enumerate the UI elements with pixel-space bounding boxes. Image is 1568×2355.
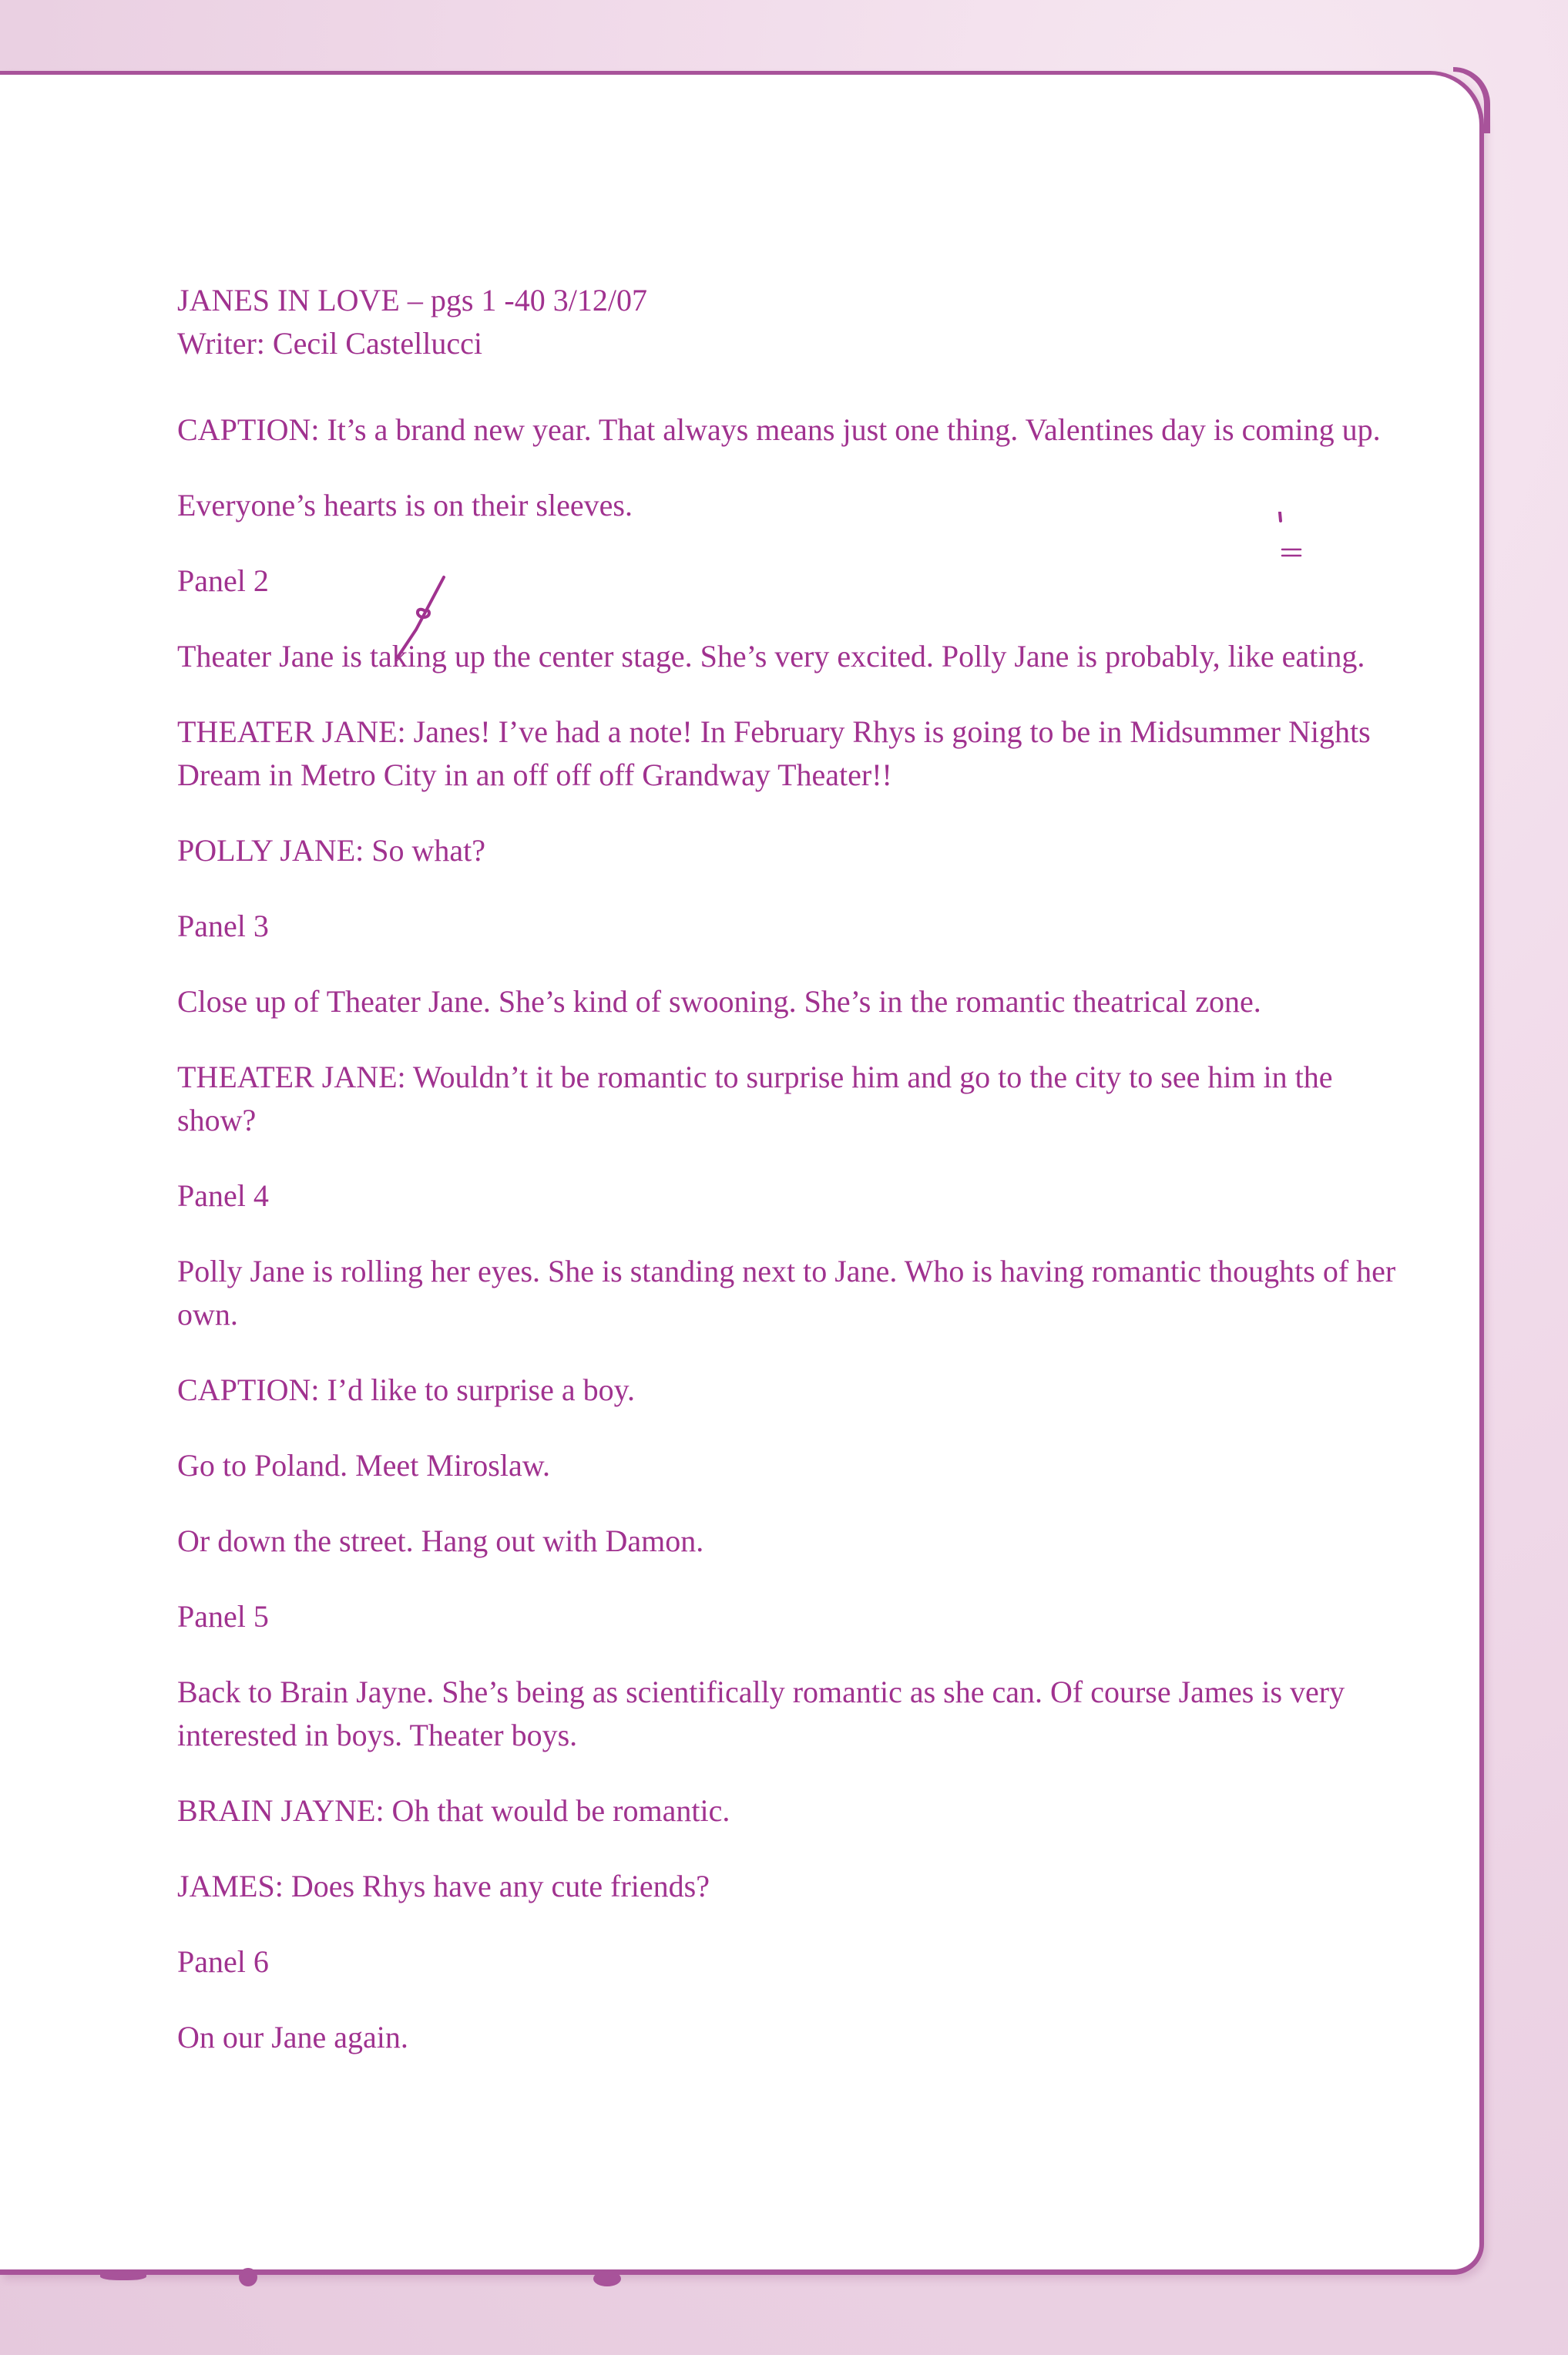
caption-line: Or down the street. Hang out with Damon. [177,1524,704,1558]
panel-description: On our Jane again. [177,2020,408,2054]
panel-description: Back to Brain Jayne. She’s being as scientifically romantic as she can. Of course James is very interested in boys. Theater boys. [177,1675,1345,1752]
panel-heading: Panel 3 [177,909,269,943]
script-writer: Writer: Cecil Castellucci [177,326,483,361]
dialogue-line: BRAIN JAYNE: Oh that would be romantic. [177,1793,730,1828]
dialogue-line: THEATER JANE: Wouldn’t it be romantic to surprise him and go to the city to see him in the show? [177,1060,1333,1137]
caption-line: CAPTION: It’s a brand new year. That always means just one thing. Valentines day is coming up. [177,412,1381,447]
torn-edge-decoration [100,2271,146,2280]
panel-description: Close up of Theater Jane. She’s kind of swooning. She’s in the romantic theatrical zone. [177,984,1261,1019]
panel-heading: Panel 6 [177,1944,269,1979]
panel-heading: Panel 4 [177,1178,269,1213]
script-title: JANES IN LOVE – pgs 1 -40 3/12/07 [177,283,647,317]
dialogue-line: POLLY JANE: So what? [177,833,486,868]
caption-line: CAPTION: I’d like to surprise a boy. [177,1372,635,1407]
caption-line: Everyone’s hearts is on their sleeves. [177,488,633,522]
dialogue-line: THEATER JANE: Janes! I’ve had a note! In February Rhys is going to be in Midsummer Nights Dream in Metro City in an off off off Grandway Theater!! [177,714,1371,792]
script-content [177,279,1410,2091]
page-curl-decoration [1453,67,1490,133]
handwritten-apostrophe-icon [1276,512,1284,522]
panel-description: Polly Jane is rolling her eyes. She is standing next to Jane. Who is having romantic thoughts of her own. [177,1254,1396,1332]
panel-heading: Panel 2 [177,563,269,598]
torn-edge-decoration [239,2268,257,2286]
panel-heading: Panel 5 [177,1599,269,1634]
caption-line: Go to Poland. Meet Miroslaw. [177,1448,551,1483]
panel-description: Theater Jane is taking up the center stage. She’s very excited. Polly Jane is probably, like eating. [177,639,1365,674]
handwritten-check-mark-icon [393,574,447,659]
torn-edge-decoration [593,2271,621,2286]
dialogue-line: JAMES: Does Rhys have any cute friends? [177,1869,710,1903]
handwritten-underline-icon [1281,547,1302,558]
